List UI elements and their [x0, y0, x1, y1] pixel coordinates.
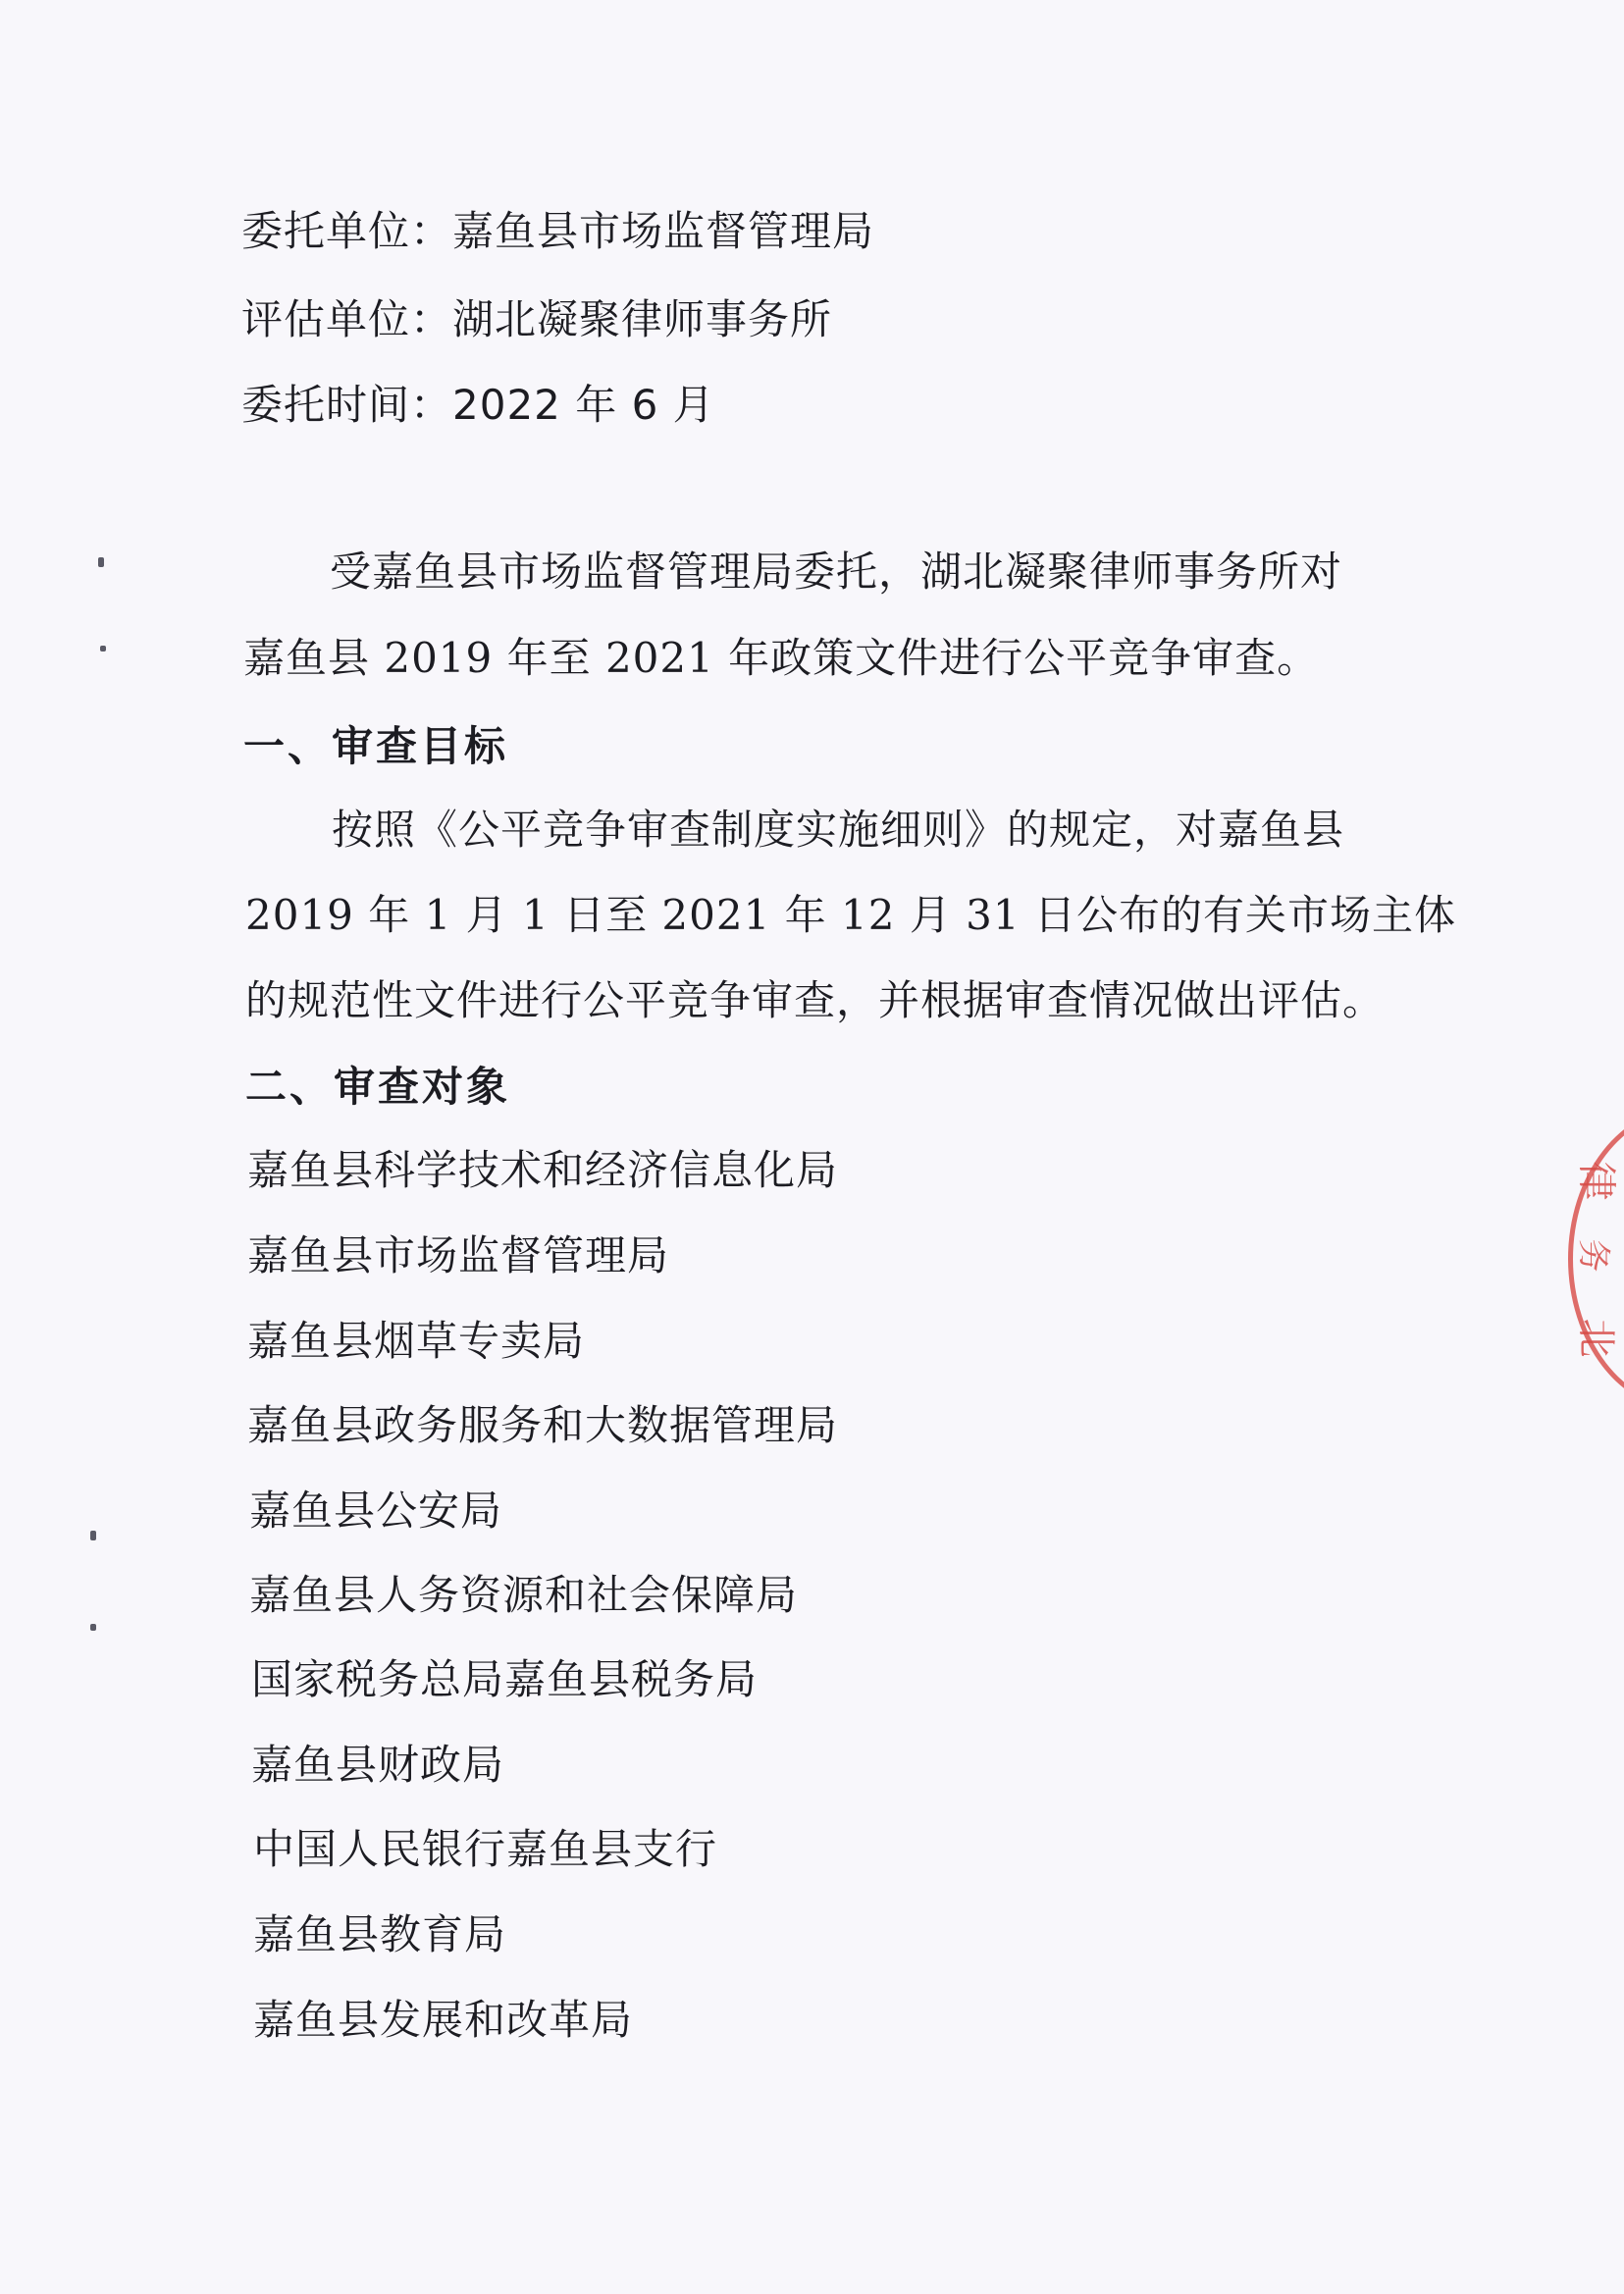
- client-line: 委托单位：嘉鱼县市场监督管理局: [241, 207, 875, 255]
- intro-line-1: 受嘉鱼县市场监督管理局委托，湖北凝聚律师事务所对: [330, 547, 1343, 596]
- binder-mark: [98, 557, 104, 567]
- section-2-title: 二、审查对象: [245, 1063, 511, 1111]
- list-item: 中国人民银行嘉鱼县支行: [253, 1825, 718, 1873]
- list-item: 嘉鱼县烟草专卖局: [247, 1317, 586, 1365]
- list-item: 嘉鱼县市场监督管理局: [247, 1231, 670, 1279]
- list-item: 嘉鱼县政务服务和大数据管理局: [247, 1401, 839, 1449]
- intro-line-2: 嘉鱼县 2019 年至 2021 年政策文件进行公平竞争审查。: [243, 634, 1320, 682]
- list-item: 嘉鱼县公安局: [249, 1486, 503, 1535]
- date-value: 2022 年 6 月: [452, 381, 715, 429]
- section-1-title: 一、审查目标: [243, 722, 509, 770]
- list-item: 嘉鱼县财政局: [251, 1741, 505, 1789]
- list-item: 嘉鱼县人务资源和社会保障局: [249, 1571, 799, 1619]
- evaluator-line: 评估单位：湖北凝聚律师事务所: [241, 295, 833, 343]
- date-line: [241, 378, 715, 433]
- seal-char: 务: [1573, 1238, 1613, 1273]
- date-label: 委托时间：: [241, 381, 453, 429]
- section-1-line-3: 的规范性文件进行公平竞争审查，并根据审查情况做出评估。: [245, 976, 1386, 1024]
- binder-mark: [90, 1531, 96, 1540]
- list-item: 国家税务总局嘉鱼县税务局: [251, 1655, 759, 1703]
- section-1-line-2: 2019 年 1 月 1 日至 2021 年 12 月 31 日公布的有关市场主体: [245, 891, 1456, 939]
- list-item: 嘉鱼县发展和改革局: [253, 1996, 634, 2044]
- seal-char: 律: [1573, 1161, 1619, 1201]
- binder-mark: [100, 646, 106, 652]
- list-item: 嘉鱼县科学技术和经济信息化局: [247, 1146, 839, 1194]
- list-item: 嘉鱼县教育局: [253, 1910, 507, 1958]
- seal-char: 北: [1573, 1318, 1619, 1358]
- section-1-line-1: 按照《公平竞争审查制度实施细则》的规定，对嘉鱼县: [332, 806, 1345, 854]
- binder-mark: [90, 1624, 96, 1631]
